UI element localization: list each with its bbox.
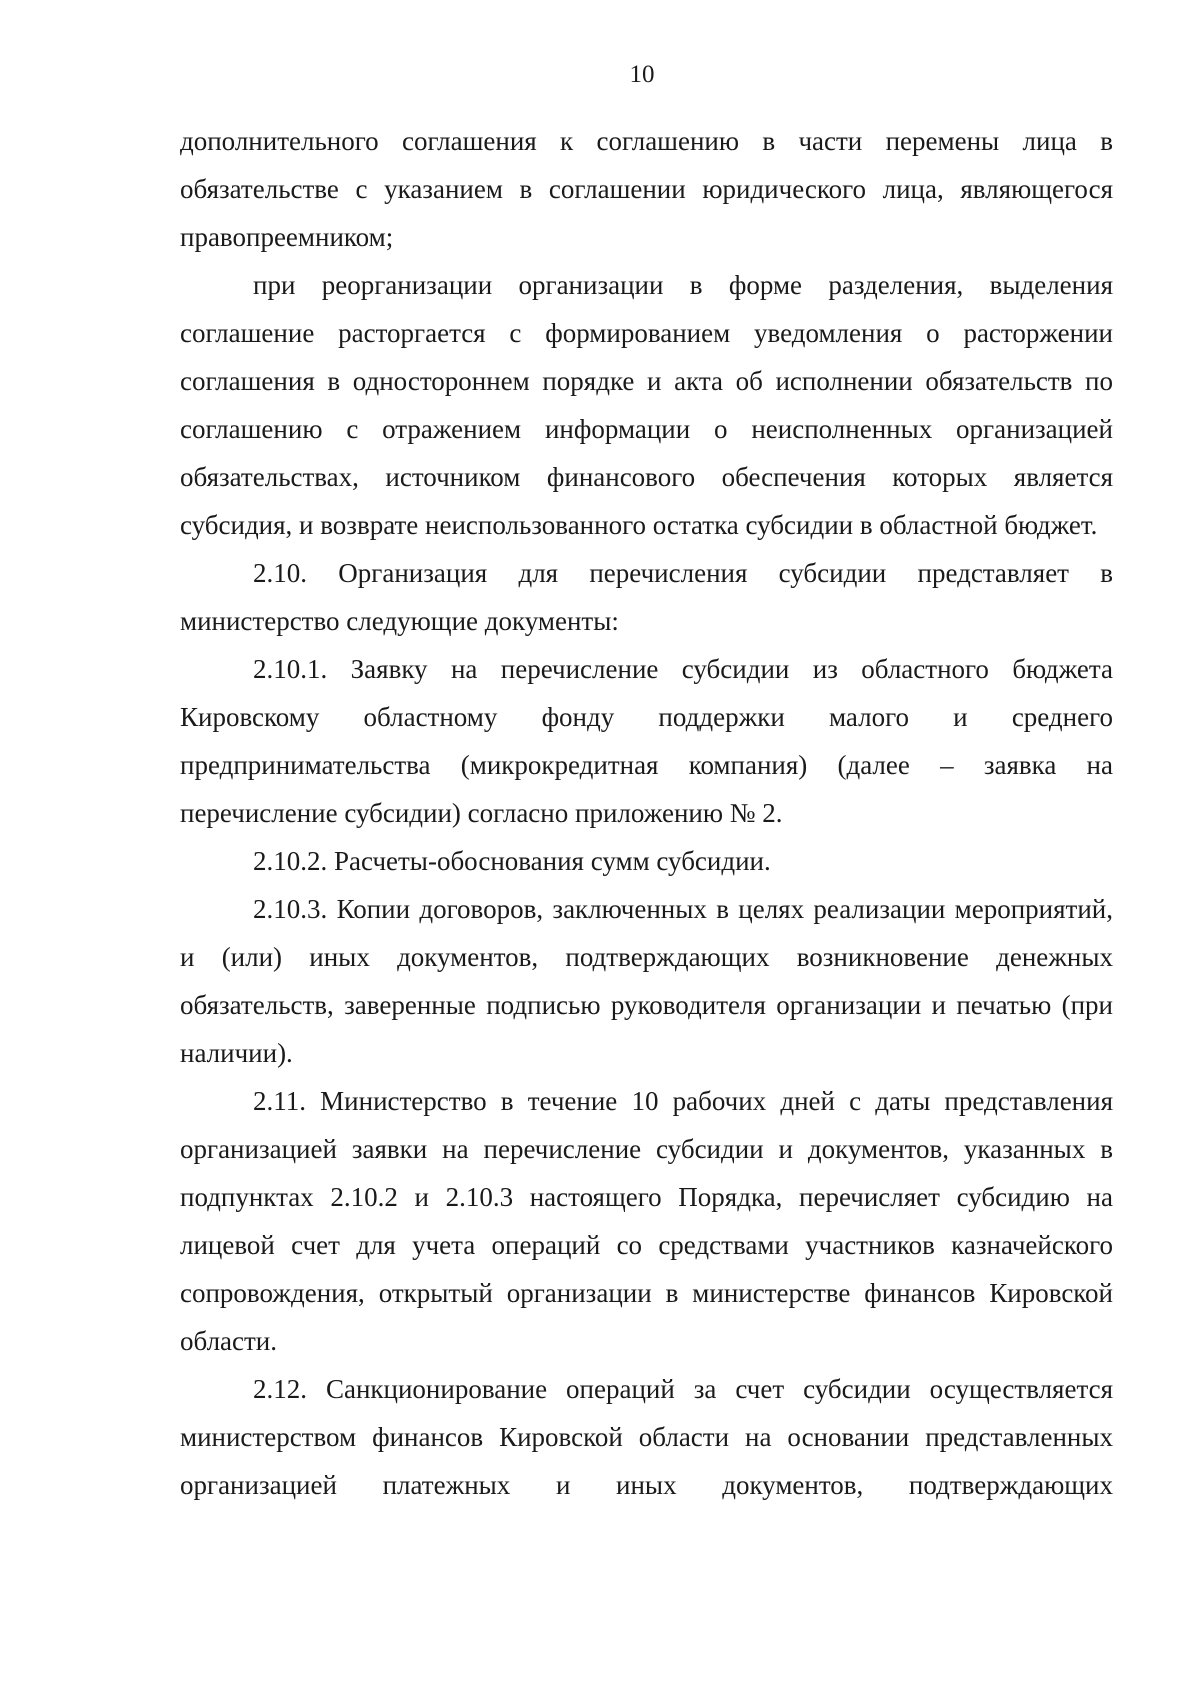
paragraph-2-10: 2.10. Организация для перечисления субсидии представляет в министерство следующие документы:: [180, 558, 1113, 636]
paragraph-agreement-continuation: дополнительного соглашения к соглашению в части перемены лица в обязательстве с указанием в соглашении юридического лица, являющегося правопреемником;: [180, 126, 1113, 252]
paragraph-reorganization: при реорганизации организации в форме разделения, выделения соглашение расторгается с формированием уведомления о расторжении соглашения в одностороннем порядке и акта об исполнении обязательств по соглашению с отражением информации о неисполненных организацией обязательствах, источником финансового обеспечения которых является субсидия, и возврате неиспользованного остатка субсидии в областной бюджет.: [180, 270, 1113, 540]
paragraph-2-12: 2.12. Санкционирование операций за счет субсидии осуществляется министерством финансов Кировской области на основании представленных организацией платежных и иных документов, подтверждающих: [180, 1374, 1113, 1500]
document-body: [180, 117, 1113, 1509]
paragraph-2-11: 2.11. Министерство в течение 10 рабочих дней с даты представления организацией заявки на перечисление субсидии и документов, указанных в подпунктах 2.10.2 и 2.10.3 настоящего Порядка, перечисляет субсидию на лицевой счет для учета операций со средствами участников казначейского сопровождения, открытый организации в министерстве финансов Кировской области.: [180, 1086, 1113, 1356]
paragraph-2-10-1: 2.10.1. Заявку на перечисление субсидии из областного бюджета Кировскому областному фонду поддержки малого и среднего предпринимательства (микрокредитная компания) (далее – заявка на перечисление субсидии) согласно приложению № 2.: [180, 654, 1113, 828]
paragraph-2-10-3: 2.10.3. Копии договоров, заключенных в целях реализации мероприятий, и (или) иных документов, подтверждающих возникновение денежных обязательств, заверенные подписью руководителя организации и печатью (при наличии).: [180, 894, 1113, 1068]
page-number: 10: [629, 61, 655, 88]
paragraph-2-10-2: 2.10.2. Расчеты-обоснования сумм субсидии.: [253, 846, 771, 876]
